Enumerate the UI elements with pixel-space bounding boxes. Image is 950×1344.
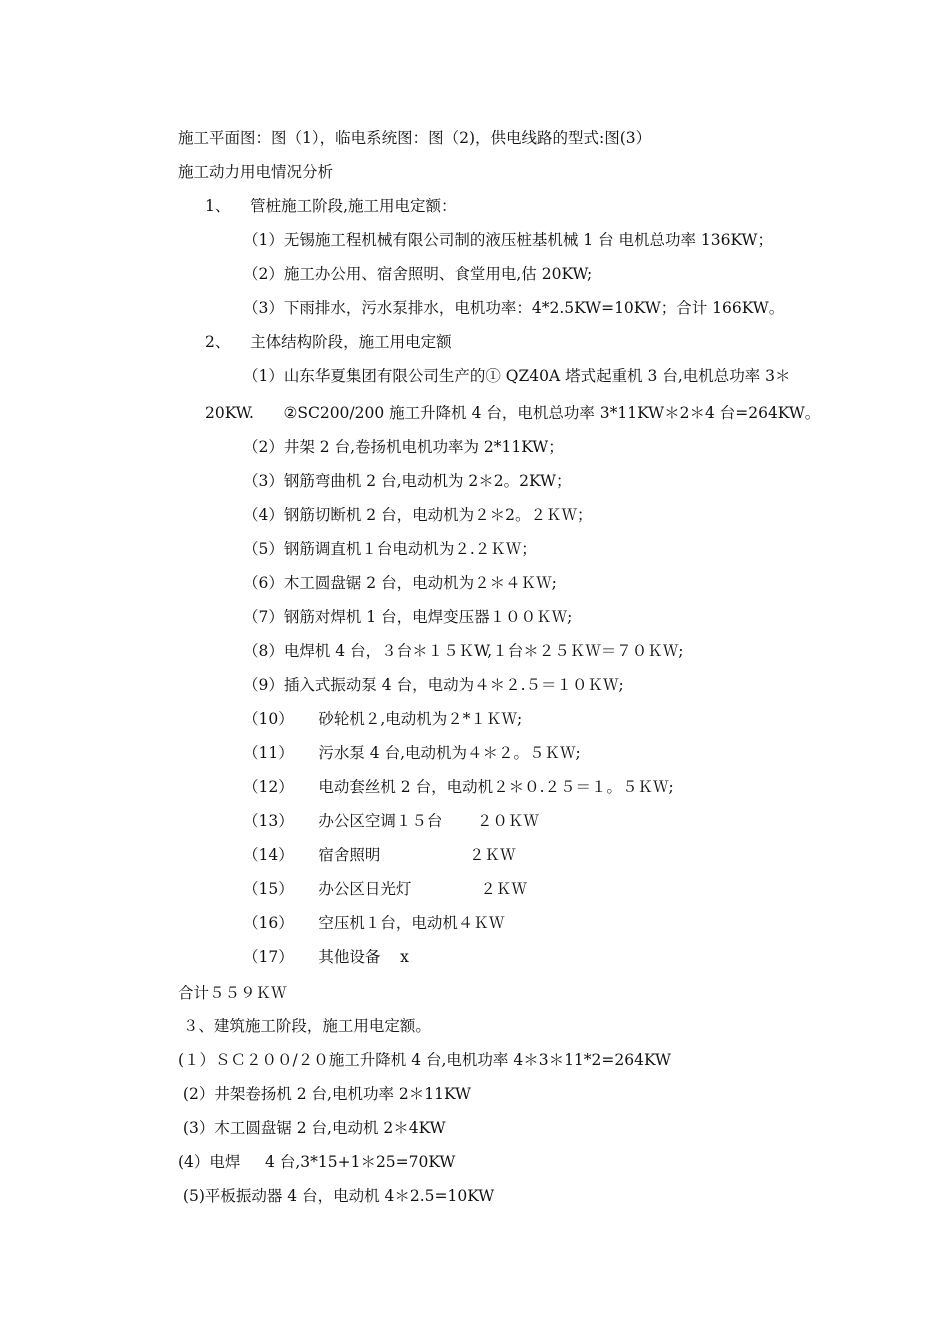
doc-line-total: 合计５５９ＫＷ xyxy=(178,984,287,1002)
doc-line-2-2: （2）井架 2 台,卷扬机电机功率为 2*11KW； xyxy=(243,438,564,456)
doc-line-2-5: （5）钢筋调直机１台电动机为２.２ＫＷ； xyxy=(243,540,537,558)
doc-line-2-3: （3）钢筋弯曲机 2 台,电动机为 2＊2。2KW； xyxy=(243,472,572,490)
doc-line-2-1b: 20KW. ②SC200/200 施工升降机 4 台，电机总功率 3*11KW＊2＊4 台=264KW。 xyxy=(205,404,821,422)
doc-line-1-3: （3）下雨排水，污水泵排水，电机功率：4*2.5KW=10KW；合计 166KW。 xyxy=(243,299,785,317)
doc-line-1-1: （1）无锡施工程机械有限公司制的液压桩基机械 1 台 电机总功率 136KW； xyxy=(243,231,773,249)
doc-line-3-2: (2）井架卷扬机 2 台,电机功率 2＊11KW xyxy=(178,1085,471,1103)
doc-line-3-5: (5)平板振动器 4 台，电动机 4＊2.5=10KW xyxy=(178,1187,495,1205)
doc-line-section-2: 2、 主体结构阶段，施工用电定额 xyxy=(205,333,452,351)
doc-line-2-10: （10） 砂轮机２,电动机为２*１ＫＷ; xyxy=(243,710,523,728)
doc-line-3-1: (１）ＳＣ２００/２０施工升降机 4 台,电机功率 4＊3＊11*2=264KW xyxy=(178,1051,671,1069)
doc-line-2-8: （8）电焊机 4 台，３台＊１５ＫW,１台＊２５ＫＷ＝７０ＫＷ; xyxy=(243,642,684,660)
doc-line-2-6: （6）木工圆盘锯 2 台，电动机为２＊４ＫＷ; xyxy=(243,574,557,592)
doc-line-section-1: 1、 管桩施工阶段,施工用电定额： xyxy=(205,197,457,215)
doc-line-2-14: （14） 宿舍照明 ２ＫＷ xyxy=(243,846,516,864)
doc-line-3-3: (3）木工圆盘锯 2 台,电动机 2＊4KW xyxy=(178,1119,446,1137)
doc-line-section-3: ３、建筑施工阶段，施工用电定额。 xyxy=(178,1017,431,1035)
doc-line-heading-analysis: 施工动力用电情况分析 xyxy=(178,163,334,181)
doc-line-2-15: （15） 办公区日光灯 ２ＫＷ xyxy=(243,880,527,898)
doc-line-3-4: (4）电焊 4 台,3*15+1＊25=70KW xyxy=(178,1153,456,1171)
doc-line-1-2: （2）施工办公用、宿舍照明、食堂用电,估 20KW; xyxy=(243,265,593,283)
doc-line-drawings: 施工平面图：图（1），临电系统图：图（2)，供电线路的型式:图(3） xyxy=(178,129,652,147)
doc-line-2-4: （4）钢筋切断机 2 台，电动机为２＊2。２ＫＷ； xyxy=(243,506,593,524)
doc-line-2-9: （9）插入式振动泵 4 台，电动为４＊２.５＝１０ＫＷ; xyxy=(243,676,624,694)
doc-line-2-12: （12） 电动套丝机 2 台，电动机２＊０.２５＝１。５ＫＷ; xyxy=(243,778,674,796)
doc-line-2-7: （7）钢筋对焊机 1 台，电焊变压器１００ＫＷ; xyxy=(243,608,573,626)
doc-line-2-17: （17） 其他设备 x xyxy=(243,948,409,966)
doc-line-2-16: （16） 空压机１台，电动机４ＫＷ xyxy=(243,914,505,932)
doc-line-2-11: （11） 污水泵 4 台,电动机为４＊２。５ＫＷ; xyxy=(243,744,581,762)
doc-line-2-1a: （1）山东华夏集团有限公司生产的① QZ40A 塔式起重机 3 台,电机总功率 3＊ xyxy=(243,367,791,385)
doc-line-2-13: （13） 办公区空调１５台 ２０ＫＷ xyxy=(243,812,539,830)
